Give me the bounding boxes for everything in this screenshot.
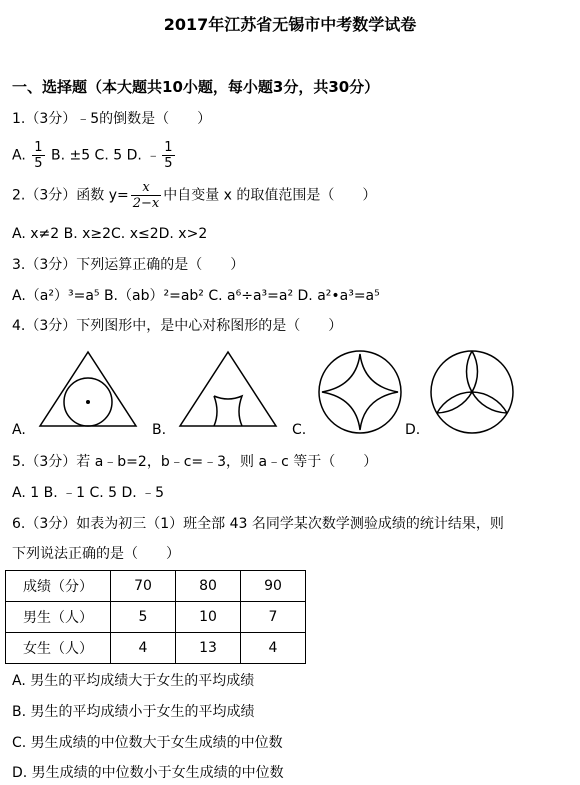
- q6-stem-line2: 下列说法正确的是（ ）: [12, 546, 180, 562]
- table-cell: 女生（人）: [6, 633, 111, 664]
- table-row: [6, 602, 306, 633]
- table-cell: 4: [241, 633, 306, 664]
- q1-stem: 1.（3分）﹣5的倒数是（ ）: [12, 111, 212, 127]
- q4-option-d-label: D.: [405, 422, 421, 438]
- score-table: [5, 570, 306, 664]
- q6-stem-line1: 6.（3分）如表为初三（1）班全部 43 名同学某次数学测验成绩的统计结果，则: [12, 516, 504, 532]
- q4-option-c-label: C.: [292, 422, 307, 438]
- table-cell: 7: [241, 602, 306, 633]
- figure-a-triangle-incircle: [36, 350, 141, 430]
- q1-option-a-label: A.: [12, 147, 26, 164]
- q3-options: A.（a²）³=a⁵ B.（ab）²=ab² C. a⁶÷a³=a² D. a²•a³=a⁵: [12, 288, 380, 304]
- figure-c-circle-square: [316, 348, 406, 436]
- section-heading: 一、选择题（本大题共10小题，每小题3分，共30分）: [12, 78, 380, 96]
- q6-option-c: C. 男生成绩的中位数大于女生成绩的中位数: [12, 735, 283, 751]
- q1-options-rest: B. ±5 C. 5 D. ﹣: [50, 147, 161, 164]
- q1-option-a-fraction: $\frac{1}{5}$: [34, 140, 43, 171]
- figure-b-reuleaux-triangle: [176, 350, 281, 430]
- table-cell: 90: [241, 571, 306, 602]
- table-cell: 5: [111, 602, 176, 633]
- q4-stem: 4.（3分）下列图形中，是中心对称图形的是（ ）: [12, 318, 343, 334]
- q6-option-d: D. 男生成绩的中位数小于女生成绩的中位数: [12, 765, 284, 781]
- q3-stem: 3.（3分）下列运算正确的是（ ）: [12, 257, 245, 273]
- q6-option-b: B. 男生的平均成绩小于女生的平均成绩: [12, 704, 255, 720]
- q1-option-d-fraction: $\frac{1}{5}$: [164, 140, 173, 171]
- table-cell: 80: [176, 571, 241, 602]
- exam-title: 2017年江苏省无锡市中考数学试卷: [163, 15, 417, 34]
- table-row: [6, 633, 306, 664]
- table-cell: 13: [176, 633, 241, 664]
- table-cell: 男生（人）: [6, 602, 111, 633]
- table-cell: 成绩（分）: [6, 571, 111, 602]
- q1-options: [12, 140, 177, 171]
- q2-fraction: $\frac{x}{2-x}$: [132, 180, 160, 211]
- q5-stem: 5.（3分）若 a﹣b=2，b﹣c=﹣3，则 a﹣c 等于（ ）: [12, 454, 378, 470]
- q2-stem: 2.（3分）函数 y= $\frac{x}{2-x}$ 中自变量 x 的取值范围是（ ）: [12, 180, 377, 211]
- q4-option-a-label: A.: [12, 422, 26, 438]
- table-cell: 10: [176, 602, 241, 633]
- q6-option-a: A. 男生的平均成绩大于女生的平均成绩: [12, 673, 255, 689]
- figure-d-circle-arcs: [428, 348, 518, 436]
- table-cell: 4: [111, 633, 176, 664]
- q4-option-b-label: B.: [152, 422, 167, 438]
- table-cell: 70: [111, 571, 176, 602]
- table-row: [6, 571, 306, 602]
- q2-options: A. x≠2 B. x≥2C. x≤2D. x>2: [12, 226, 208, 242]
- q5-options: A. 1 B. ﹣1 C. 5 D. ﹣5: [12, 485, 165, 501]
